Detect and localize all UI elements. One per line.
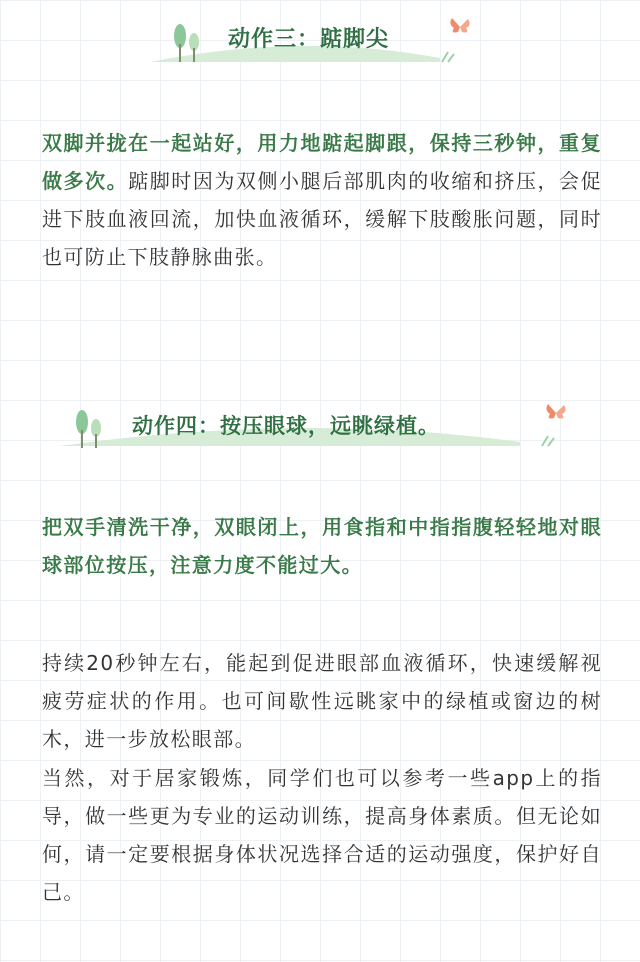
section4-instruction: 把双手清洗干净，双眼闭上，用食指和中指指腹轻轻地对眼球部位按压，注意力度不能过大。 <box>42 515 602 577</box>
advice-paragraph: 当然，对于居家锻炼，同学们也可以参考一些app上的指导，做一些更为专业的运动训练，提高身体素质。但无论如何，请一定要根据身体状况选择合适的运动强度，保护好自己。 <box>42 766 602 904</box>
section3-paragraph <box>42 124 602 276</box>
section-header-3 <box>0 8 640 78</box>
section-title: 动作三：踮脚尖 <box>228 27 390 52</box>
tree-icon <box>70 404 110 452</box>
grass-icon <box>540 432 560 448</box>
grass-icon <box>440 48 460 64</box>
section-title: 动作四：按压眼球，远眺绿植。 <box>132 414 440 438</box>
butterfly-icon <box>448 16 472 38</box>
section3-emphasis: 双脚并拢在一起站好，用力地踮起脚跟，保持三秒钟，重复做多次。 <box>42 131 602 193</box>
butterfly-icon <box>544 402 568 424</box>
section4-effect: 持续20秒钟左右，能起到促进眼部血液循环，快速缓解视疲劳症状的作用。也可间歇性远眺家中的绿植或窗边的树木，进一步放松眼部。 <box>42 651 602 751</box>
tree-icon <box>168 18 208 66</box>
section-header-4 <box>0 398 640 468</box>
section3-body: 踮脚时因为双侧小腿后部肌肉的收缩和挤压，会促进下肢血液回流，加快血液循环，缓解下肢酸胀问题，同时也可防止下肢静脉曲张。 <box>42 169 602 269</box>
